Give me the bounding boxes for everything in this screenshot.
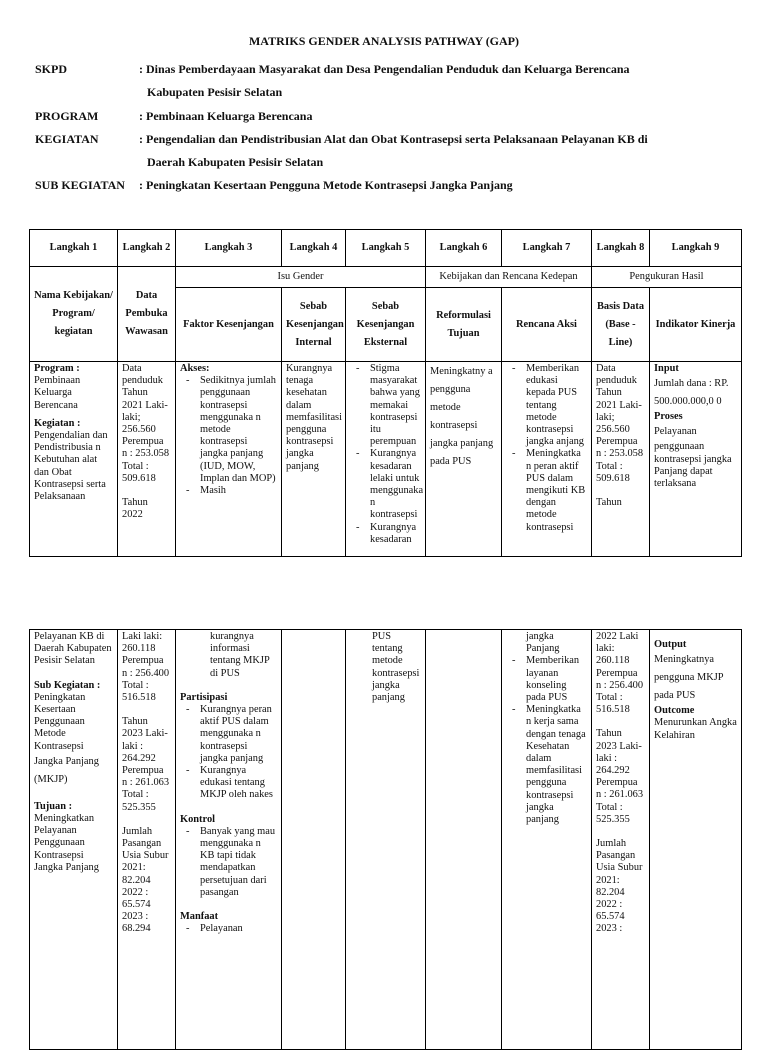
- meta-label: PROGRAM: [35, 109, 99, 123]
- program-text: Pembinaan Keluarga Berencana: [34, 375, 81, 411]
- rencana-continued: jangka Panjang: [526, 631, 560, 655]
- output-text: Meningkatnya pengguna MKJP pada PUS: [654, 654, 724, 702]
- gap-table-part2: [29, 629, 742, 1050]
- reformulasi-text: Meningkatny a pengguna metode kontrasepsi jangka panjang pada PUS: [430, 366, 494, 467]
- internal-text: Kurangnya tenaga kesehatan dalam memfasilitasi pengguna kontrasepsi jangka panjang: [286, 363, 342, 472]
- meta-label: KEGIATAN: [35, 132, 99, 146]
- meta-value: : Dinas Pemberdayaan Masyarakat dan Desa Pengendalian Penduduk dan Keluarga Berencana: [139, 62, 630, 76]
- cell-data-wawasan: [118, 630, 176, 1050]
- partisipasi-label: Partisipasi: [180, 691, 228, 703]
- cell-rencana: [502, 630, 592, 1050]
- cell-rencana: [502, 362, 592, 557]
- col-header: Indikator Kinerja: [650, 288, 742, 362]
- list-item: - Stigma masyarakat bahwa yang memakai kontrasepsi itu perempuan: [370, 363, 421, 448]
- output-label: Output: [654, 639, 687, 650]
- group-header: Pengukuran Hasil: [592, 267, 742, 288]
- step-header: Langkah 1: [30, 230, 118, 267]
- meta-label: SKPD: [35, 62, 68, 76]
- outcome-label: Outcome: [654, 705, 695, 717]
- step-header: Langkah 2: [118, 230, 176, 267]
- eksternal-continued: PUS tentang metode kontrasepsi jangka panjang: [372, 631, 420, 704]
- step-header: Langkah 6: [426, 230, 502, 267]
- akses-list: [180, 375, 277, 497]
- header-steps-row: [30, 230, 742, 267]
- cell-eksternal: [346, 362, 426, 557]
- meta-label: SUB KEGIATAN: [35, 178, 125, 192]
- program-label: Program :: [34, 363, 80, 374]
- step-header: Langkah 9: [650, 230, 742, 267]
- meta-value-cont: Kabupaten Pesisir Selatan: [147, 85, 283, 99]
- rencana-list: [506, 363, 587, 534]
- akses-label: Akses:: [180, 363, 210, 374]
- akses-continued: kurangnya informasi tentang MKJP di PUS: [210, 631, 270, 679]
- sub-kegiatan-text: Jangka Panjang (MKJP): [34, 755, 99, 785]
- kegiatan-text: Pelayanan KB di Daerah Kabupaten Pesisir Selatan: [34, 631, 112, 667]
- data-block: Jumlah Pasangan Usia Subur 2021: 82.204 2022 : 65.574 2023 : 68.294: [122, 825, 169, 935]
- sub-kegiatan-text: Peningkatan Kesertaan Penggunaan Metode Kontrasepsi: [34, 691, 86, 752]
- meta-value: : Pengendalian dan Pendistribusian Alat dan Obat Kontrasepsi serta Pelaksanaan Pelayanan KB di: [139, 132, 648, 146]
- cell-reformulasi: [426, 630, 502, 1050]
- partisipasi-list: [180, 704, 277, 802]
- group-header: Isu Gender: [176, 267, 426, 288]
- table-row: [30, 630, 742, 1050]
- manfaat-label: Manfaat: [180, 911, 219, 923]
- cell-basis-data: [592, 630, 650, 1050]
- cell-faktor: [176, 362, 282, 557]
- cell-data-wawasan: [118, 362, 176, 557]
- cell-basis-data: [592, 362, 650, 557]
- col-header: Data Pembuka Wawasan: [118, 267, 176, 362]
- list-item: - Kurangnya peran aktif PUS dalam menggunaka n kontrasepsi jangka panjang: [200, 704, 277, 765]
- manfaat-list: [180, 923, 277, 935]
- cell-reformulasi: [426, 362, 502, 557]
- data-block: Jumlah Pasangan Usia Subur 2021: 82.204 2022 : 65.574 2023 :: [596, 838, 643, 935]
- data-block: 2022 Laki laki: 260.118 Perempua n : 256.400 Total : 516.518: [596, 631, 644, 716]
- table-row: [30, 362, 742, 557]
- col-header: Sebab Kesenjangan Internal: [282, 288, 346, 362]
- list-item: - Memberikan edukasi kepada PUS tentang metode kontrasepsi jangka anjang: [526, 363, 587, 448]
- list-item: - Memberikan layanan konseling pada PUS: [526, 655, 587, 704]
- step-header: Langkah 4: [282, 230, 346, 267]
- proses-text: Pelayanan: [654, 426, 697, 438]
- list-item: - Kurangnya kesadaran lelaki untuk menggunaka n kontrasepsi: [370, 448, 421, 521]
- cell-indikator: [650, 630, 742, 1050]
- header-groups-row: [30, 267, 742, 288]
- data-block: Tahun 2023 Laki-laki : 264.292 Perempua n : 261.063 Total : 525.355: [596, 728, 644, 825]
- sub-kegiatan-label: Sub Kegiatan :: [34, 679, 101, 691]
- list-item: - Banyak yang mau menggunaka n KB tapi tidak mendapatkan persetujuan dari pasangan: [200, 826, 277, 899]
- cell-faktor: [176, 630, 282, 1050]
- list-item: - Pelayanan: [200, 923, 277, 935]
- data-block: Laki laki: 260.118 Perempua n : 256.400 Total : 516.518: [122, 631, 170, 704]
- tujuan-label: Tujuan :: [34, 800, 73, 812]
- list-item: - Meningkatka n peran aktif PUS dalam mengikuti KB dengan metode kontrasepsi: [526, 448, 587, 533]
- cell-kebijakan: [30, 630, 118, 1050]
- document-title: MATRIKS GENDER ANALYSIS PATHWAY (GAP): [248, 34, 520, 48]
- data-block: Tahun 2022: [122, 497, 148, 521]
- meta-value: : Pembinaan Keluarga Berencana: [139, 109, 313, 123]
- cell-indikator: [650, 362, 742, 557]
- cell-eksternal: [346, 630, 426, 1050]
- list-item: - Kurangnya edukasi tentang MKJP oleh nakes: [200, 765, 277, 802]
- input-label: Input: [654, 363, 679, 374]
- meta-value-cont: Daerah Kabupaten Pesisir Selatan: [147, 155, 324, 169]
- col-header: Reformulasi Tujuan: [426, 288, 502, 362]
- proses-text: penggunaan kontrasepsi jangka Panjang dapat terlaksana: [654, 441, 732, 490]
- list-item: - Kurangnya kesadaran: [370, 522, 421, 546]
- list-item: - Meningkatka n kerja sama dengan tenaga Kesehatan dalam memfasilitasi pengguna kontrasepsi jangka panjang: [526, 704, 587, 826]
- cell-kebijakan: [30, 362, 118, 557]
- kegiatan-text: Pengendalian dan Pendistribusia n Kebutuhan alat dan Obat Kontrasepsi serta Pelaksanaan: [34, 430, 108, 503]
- kegiatan-label: Kegiatan :: [34, 417, 81, 429]
- step-header: Langkah 3: [176, 230, 282, 267]
- eksternal-list: [350, 363, 424, 546]
- step-header: Langkah 7: [502, 230, 592, 267]
- col-header: Faktor Kesenjangan: [176, 288, 282, 362]
- cell-internal: [282, 362, 346, 557]
- gap-table-part1: [29, 229, 742, 557]
- cell-internal: [282, 630, 346, 1050]
- group-header: Kebijakan dan Rencana Kedepan: [426, 267, 592, 288]
- data-block: Tahun 2023 Laki-laki : 264.292 Perempua n : 261.063 Total : 525.355: [122, 716, 170, 813]
- rencana-list: [506, 655, 587, 826]
- step-header: Langkah 5: [346, 230, 426, 267]
- col-header: Basis Data (Base - Line): [592, 288, 650, 362]
- outcome-text: Menurunkan Angka Kelahiran: [654, 717, 737, 741]
- data-block: Tahun: [596, 497, 622, 509]
- kontrol-list: [180, 826, 277, 899]
- col-header: Sebab Kesenjangan Eksternal: [346, 288, 426, 362]
- col-header: Nama Kebijakan/ Program/ kegiatan: [30, 267, 118, 362]
- data-block: Data penduduk Tahun 2021 Laki-laki; 256.560 Perempua n : 253.058 Total : 509.618: [596, 363, 644, 484]
- col-header: Rencana Aksi: [502, 288, 592, 362]
- proses-label: Proses: [654, 411, 683, 423]
- list-item: - Masih: [200, 485, 277, 497]
- meta-value: : Peningkatan Kesertaan Pengguna Metode Kontrasepsi Jangka Panjang: [139, 178, 513, 192]
- data-block: Data penduduk Tahun 2021 Laki-laki; 256.560 Perempua n : 253.058 Total : 509.618: [122, 363, 170, 484]
- step-header: Langkah 8: [592, 230, 650, 267]
- list-item: - Sedikitnya jumlah penggunaan kontrasepsi menggunaka n metode kontrasepsi jangka panjang (IUD, MOW, Implan dan MOP): [200, 375, 277, 485]
- input-text: Jumlah dana : RP. 500.000.000,0 0: [654, 378, 729, 408]
- kontrol-label: Kontrol: [180, 813, 216, 825]
- tujuan-text: Meningkatkan Pelayanan Penggunaan Kontrasepsi Jangka Panjang: [34, 813, 99, 873]
